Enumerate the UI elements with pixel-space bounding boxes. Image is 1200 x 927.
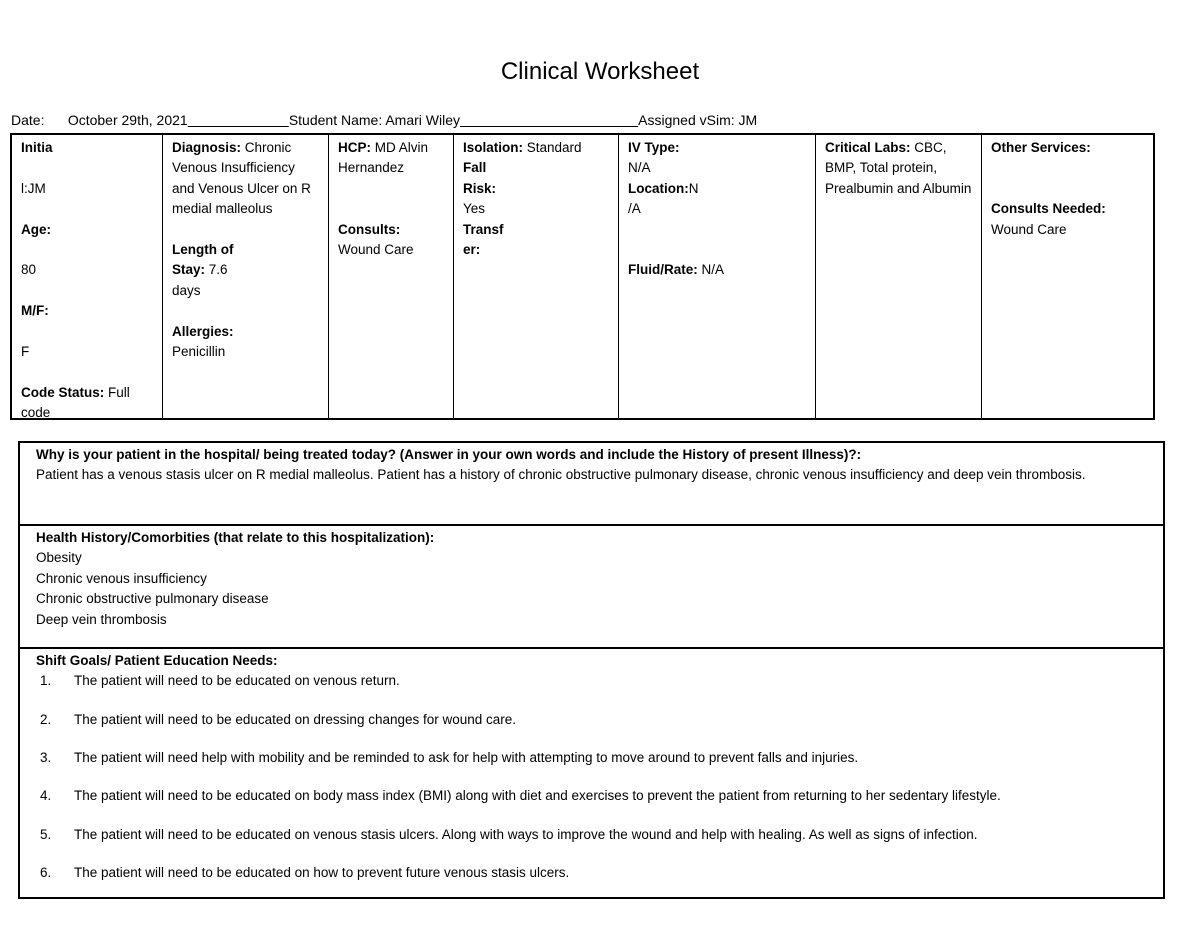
- goal-number: 5.: [40, 826, 52, 842]
- health-history-item: Chronic venous insufficiency: [36, 570, 207, 586]
- length-of-stay: [172, 240, 252, 301]
- assigned-vsim: Assigned vSim: JM: [638, 112, 758, 128]
- hcp-label: HCP:: [338, 140, 371, 155]
- location-value-1: N: [688, 180, 699, 196]
- consults-needed-label: Consults Needed:: [991, 201, 1106, 217]
- date-label: Date:: [11, 112, 45, 128]
- fall-risk-label-1: Fall: [463, 160, 487, 176]
- hcp-value: MD Alvin Hernandez: [338, 140, 429, 176]
- date-value: October 29th, 2021: [67, 112, 188, 128]
- student-name: Student Name: Amari Wiley: [288, 112, 460, 128]
- column-isolation: [454, 135, 619, 418]
- column-iv: [619, 135, 816, 418]
- goal-number: 6.: [40, 864, 52, 880]
- goal-text: The patient will need to be educated on body mass index (BMI) along with diet and exercises to prevent the patient from returning to her sedentary lifestyle.: [74, 788, 1001, 804]
- code-status-value: Full code: [21, 384, 130, 418]
- why-question: [36, 445, 1147, 465]
- allergies-value: Penicillin: [172, 344, 226, 360]
- other-services-label: Other Services:: [991, 140, 1091, 155]
- consults-value: Wound Care: [338, 242, 414, 257]
- goal-text: The patient will need to be educated on venous stasis ulcers. Along with ways to improve the wound and help with healing. As well as signs of infection.: [74, 826, 978, 842]
- health-history-item: Deep vein thrombosis: [36, 611, 167, 627]
- goal-text: The patient will need help with mobility and be reminded to ask for help with attempting to move around to prevent falls and injuries.: [74, 750, 859, 765]
- iv-type-label: IV Type:: [628, 140, 680, 155]
- health-history-item: Chronic obstructive pulmonary disease: [36, 591, 269, 607]
- goal-number: 4.: [40, 788, 52, 804]
- why-question-part1: Why is your patient in the hospital/ being treated today?: [36, 447, 397, 462]
- goal-text: The patient will need to be educated on venous return.: [74, 673, 400, 689]
- narrative-sections: [18, 441, 1165, 899]
- health-history-heading: Health History/Comorbities (that relate to this hospitalization):: [36, 530, 435, 545]
- isolation-label: Isolation:: [463, 140, 523, 155]
- column-critical-labs: [816, 135, 982, 418]
- goal-item: [36, 863, 1147, 901]
- sex-value: F: [21, 343, 30, 359]
- length-of-stay-label: Length of Stay:: [172, 242, 234, 278]
- critical-labs-value: CBC, BMP, Total protein, Prealbumin and Albumin: [825, 140, 972, 196]
- goal-item: [36, 748, 1147, 786]
- goal-item: [36, 671, 1147, 709]
- transfer-label-1: Transf: [463, 221, 504, 237]
- goal-text: The patient will need to be educated on how to prevent future venous stasis ulcers.: [74, 864, 570, 880]
- iv-type-value: N/A: [628, 160, 651, 176]
- goal-item: [36, 825, 1147, 863]
- goal-item: [36, 786, 1147, 824]
- diagnosis: [172, 138, 320, 220]
- goal-number: 2.: [40, 711, 52, 727]
- goal-number: 1.: [40, 673, 52, 689]
- code-status: [21, 383, 154, 418]
- shift-goals-section: [20, 649, 1163, 897]
- student-underline: [460, 112, 638, 128]
- consults-label: Consults:: [338, 221, 401, 237]
- goal-number: 3.: [40, 750, 52, 765]
- code-status-label: Code Status:: [21, 384, 105, 400]
- initials-value: l:JM: [21, 180, 46, 196]
- allergies-label: Allergies:: [172, 323, 234, 339]
- fluid-rate-label: Fluid/Rate:: [628, 262, 698, 278]
- column-initials: [12, 135, 163, 418]
- goal-item: [36, 710, 1147, 748]
- diagnosis-value: Chronic Venous Insufficiency and Venous Ulcer on R medial malleolus: [172, 140, 311, 217]
- length-of-stay-value: 7.6 days: [172, 262, 228, 298]
- location: [628, 179, 807, 199]
- column-other-services: [982, 135, 1153, 418]
- critical-labs-label: Critical Labs:: [825, 140, 911, 155]
- column-hcp: [329, 135, 454, 418]
- critical-labs: [825, 138, 973, 199]
- why-question-part2: (Answer in your own words and include the History of present Illness)?:: [396, 447, 862, 462]
- shift-goals-heading: Shift Goals/ Patient Education Needs:: [36, 653, 278, 668]
- fall-risk-label-2: Risk:: [463, 180, 497, 196]
- fall-risk-value: Yes: [463, 201, 486, 217]
- goal-text: The patient will need to be educated on dressing changes for wound care.: [74, 711, 517, 727]
- isolation: [463, 138, 610, 158]
- header-line: [11, 111, 757, 129]
- why-hospitalized-section: [20, 443, 1163, 526]
- date-underline: [188, 112, 289, 128]
- location-value-2: /A: [628, 201, 641, 217]
- fluid-rate-value: N/A: [697, 262, 725, 278]
- transfer-label-2: er:: [463, 242, 481, 258]
- why-answer: Patient has a venous stasis ulcer on R medial malleolus. Patient has a history of chronic obstructive pulmonary disease, chronic venous insufficiency and deep vein thrombosis.: [36, 467, 1086, 483]
- age-label: Age:: [21, 221, 51, 237]
- consults-needed-value: Wound Care: [991, 221, 1067, 237]
- age-value: 80: [21, 262, 37, 278]
- isolation-value: Standard: [523, 140, 582, 155]
- health-history-section: [20, 526, 1163, 649]
- initials-label: Initia: [21, 140, 53, 155]
- page-title: Clinical Worksheet: [500, 58, 700, 85]
- fluid-rate: [628, 260, 807, 280]
- sex-label: M/F:: [21, 303, 49, 319]
- patient-info-grid: [10, 133, 1155, 420]
- hcp: [338, 138, 445, 179]
- column-diagnosis: [163, 135, 329, 418]
- location-label: Location:: [628, 180, 689, 196]
- diagnosis-label: Diagnosis:: [172, 140, 242, 155]
- health-history-item: Obesity: [36, 550, 82, 566]
